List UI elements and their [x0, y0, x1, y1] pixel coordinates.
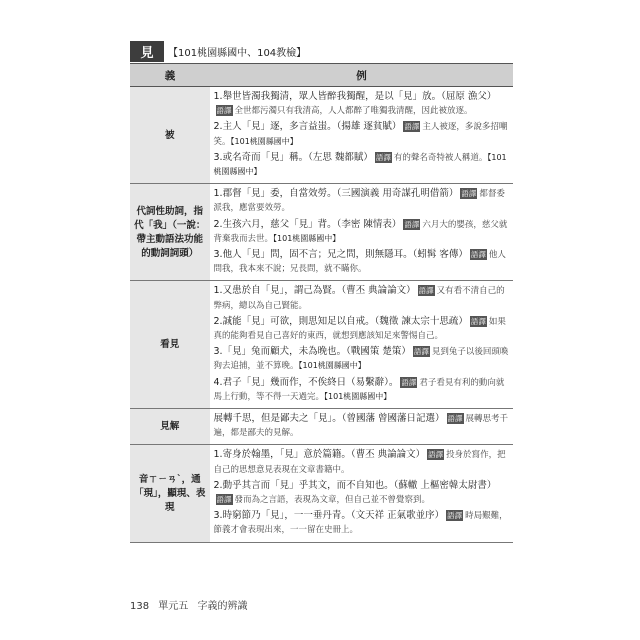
exam-reference: 【101桃園縣國中】	[324, 391, 392, 401]
examples-cell	[210, 184, 513, 281]
translation-text: 如果真的能夠看見自己喜好的東西，就想到應該知足來警惕自己。	[213, 316, 506, 342]
translation-text: 有的聲名奇特被人稱道。	[393, 152, 488, 163]
translation-text: 都督委派我，應當要效勞。	[213, 189, 505, 214]
example-item	[214, 90, 511, 118]
meaning-cell: 被	[130, 87, 210, 184]
translation-badge: 語譯	[470, 316, 486, 326]
meaning-row	[130, 281, 513, 409]
chapter-title: 字義的辨識	[197, 601, 248, 612]
translation-badge: 語譯	[216, 106, 232, 116]
example-text: 1.又患於自「見」，謂己為賢。（曹丕 典論論文）	[213, 285, 416, 297]
example-text: 3.或名奇而「見」稱。（左思 魏都賦）	[213, 151, 373, 163]
example-item	[214, 479, 511, 507]
translation-badge: 語譯	[470, 250, 486, 260]
meaning-row	[130, 445, 513, 542]
example-item	[214, 509, 511, 537]
meaning-row	[130, 87, 513, 184]
translation-badge: 語譯	[428, 450, 444, 460]
translation-text: 展轉思考千遍，都是鄙夫的見解。	[213, 414, 509, 439]
page-footer	[130, 597, 253, 612]
translation-badge: 語譯	[216, 495, 232, 505]
entry-header	[130, 40, 306, 62]
examples-cell	[210, 409, 513, 445]
example-item	[214, 151, 511, 179]
translation-text: 時局艱難，節義才會表現出來，一一留在史冊上。	[213, 511, 508, 536]
headword-tag: 見	[130, 41, 164, 62]
example-item	[214, 345, 511, 373]
example-text: 3.「見」兔而顧犬，未為晚也。（戰國策 楚策）	[213, 346, 411, 358]
example-text: 1.寄身於翰墨，「見」意於篇籍。（曹丕 典論論文）	[213, 449, 426, 461]
translation-text: 他人問我，我本來不說；兄長問，就不瞞你。	[213, 250, 506, 275]
example-text: 2.動乎其言而「見」乎其文，而不自知也。（蘇轍 上樞密韓太尉書）	[213, 479, 497, 491]
example-text: 3.他人「見」問，固不言；兄之問，則無隱耳。（蚓髯 客傳）	[213, 249, 468, 261]
translation-badge: 語譯	[401, 377, 417, 387]
translation-badge: 語譯	[461, 189, 477, 199]
translation-text: 投身於寫作，把自己的思想意見表現在文章書籍中。	[213, 450, 506, 475]
translation-badge: 語譯	[404, 122, 420, 132]
translation-text: 君子看見有利的動向就馬上行動，等不得一天過完。	[213, 377, 505, 402]
exam-reference: 【101桃園縣國中】	[213, 152, 507, 177]
example-text: 1.郡督「見」委，自當效勞。（三國演義 用奇謀孔明借箭）	[213, 188, 459, 200]
example-item	[214, 218, 511, 246]
exam-reference: 【101桃園縣國中】	[273, 233, 341, 243]
translation-text: 六月大的嬰孩，慈父就背棄我而去世。	[213, 219, 508, 244]
example-column-header: 例	[210, 64, 513, 87]
examples-cell	[210, 445, 513, 542]
example-item	[214, 448, 511, 476]
example-text: 展轉千思，但是鄙夫之「見」。（曾國藩 曾國藩日記選）	[213, 413, 445, 425]
meaning-cell: 見解	[130, 409, 210, 445]
meaning-table	[130, 63, 513, 543]
translation-text: 全世都污濁只有我清高，人人都醉了唯獨我清醒，因此被放逐。	[234, 106, 473, 117]
translation-text: 主人被逐，多說多招嘲笑。	[213, 122, 508, 147]
example-text: 3.時窮節乃「見」，一一垂丹青。（文天祥 正氣歌並序）	[213, 510, 445, 522]
translation-badge: 語譯	[404, 219, 420, 229]
meaning-cell: 看見	[130, 281, 210, 409]
example-item	[214, 284, 511, 312]
translation-badge: 語譯	[375, 152, 391, 162]
translation-badge: 語譯	[447, 414, 463, 424]
translation-badge: 語譯	[413, 347, 429, 357]
table-header-row	[130, 64, 513, 87]
examples-cell	[210, 281, 513, 409]
example-text: 2.主人「見」逐，多言益蚩。（揚雄 逐貧賦）	[213, 121, 402, 133]
example-text: 2.誠能「見」可欲，則思知足以自戒。（魏徵 諫太宗十思疏）	[213, 315, 468, 327]
example-item	[214, 315, 511, 343]
translation-badge: 語譯	[418, 286, 434, 296]
example-item	[214, 248, 511, 276]
example-item	[214, 376, 511, 404]
unit-label: 單元五	[158, 601, 189, 612]
meaning-row	[130, 409, 513, 445]
example-text: 2.生孩六月，慈父「見」背。（李密 陳情表）	[213, 218, 402, 230]
page-number: 138	[130, 601, 150, 612]
meaning-cell: 音ㄒㄧㄢˋ，通「現」，顯現、表現	[130, 445, 210, 542]
example-item	[214, 120, 511, 148]
example-text: 1.舉世皆濁我獨清，眾人皆醉我獨醒，是以「見」放。（屈原 漁父）	[213, 91, 497, 102]
translation-text: 見到兔子以後回頭喚狗去追捕，並不算晚。	[213, 347, 509, 372]
meaning-column-header: 義	[130, 64, 210, 87]
example-item	[214, 187, 511, 215]
exam-reference: 【101桃園縣國中】	[298, 361, 366, 371]
meaning-cell: 代詞性助詞，指代「我」（一說：帶主動語法功能的動詞詞頭）	[130, 184, 210, 281]
exam-reference: 【101桃園縣國中】	[230, 136, 298, 146]
exam-source: 【101桃園縣國中、104教檢】	[168, 47, 307, 59]
examples-cell	[210, 87, 513, 184]
translation-text: 發而為之言語，表現為文章，但自己並不曾覺察到。	[234, 495, 431, 506]
example-text: 4.君子「見」幾而作，不俟終日（易繫辭）。	[213, 376, 399, 388]
translation-text: 又有看不清自己的弊病，總以為自己賢能。	[213, 286, 505, 311]
example-item	[214, 412, 511, 440]
translation-badge: 語譯	[447, 511, 463, 521]
meaning-row	[130, 184, 513, 281]
